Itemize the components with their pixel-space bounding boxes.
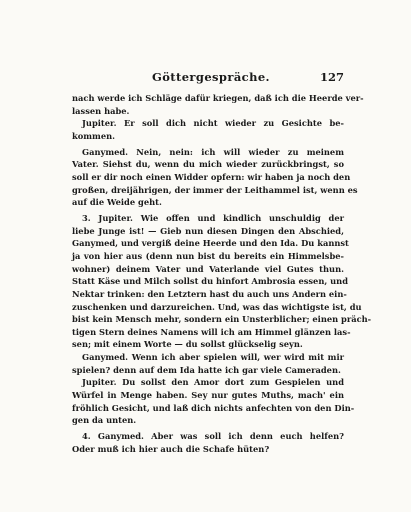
page-header	[72, 70, 344, 84]
text-line: Jupiter. Du sollst den Amor dort zum Gespielen und	[82, 377, 344, 388]
running-title: Göttergespräche.	[152, 70, 270, 84]
text-line: Vater. Siehst du, wenn du mich wieder zurückbringst, so	[72, 159, 344, 170]
text-line: spielen? denn auf dem Ida hatte ich gar viele Cameraden.	[72, 364, 341, 375]
text-line: Ganymed. Nein, nein: ich will wieder zu meinem	[82, 146, 344, 157]
text-line: Ganymed, und vergiß deine Heerde und den Ida. Du kannst	[72, 238, 349, 249]
text-line: sen; mit einem Worte — du sollst glückselig seyn.	[72, 339, 303, 350]
text-line: liebe Junge ist! — Gieb nun diesen Dingen den Abschied,	[72, 225, 344, 236]
text-line: Oder muß ich hier auch die Schafe hüten?	[72, 443, 270, 454]
text-line: nach werde ich Schläge dafür kriegen, daß ich die Heerde ver-	[72, 93, 364, 103]
text-line: tigen Stern deines Namens will ich am Himmel glänzen las-	[72, 326, 351, 337]
text-line: Ganymed. Wenn ich aber spielen will, wer wird mit mir	[82, 352, 344, 363]
text-line: auf die Weide geht.	[72, 197, 162, 208]
body-text	[72, 92, 372, 455]
text-line: Statt Käse und Milch sollst du hinfort Ambrosia essen, und	[72, 276, 349, 287]
text-line: wohner) deinem Vater und Vaterlande viel Gutes thun.	[72, 263, 344, 274]
text-line: 3. Jupiter. Wie offen und kindlich unschuldig der	[82, 212, 344, 223]
text-line: ja von hier aus (denn nun bist du bereits ein Himmelsbe-	[72, 250, 344, 261]
text-line: soll er dir noch einen Widder opfern: wir haben ja noch den	[72, 171, 351, 182]
text-line: bist kein Mensch mehr, sondern ein Unsterblicher; einen präch-	[72, 314, 372, 325]
text-line: großen, dreijährigen, der immer der Leithammel ist, wenn es	[72, 184, 358, 195]
page-number: 127	[319, 70, 344, 84]
text-line: zuschenken und darzureichen. Und, was das wichtigste ist, du	[72, 301, 362, 312]
text-line: fröhlich Gesicht, und laß dich nichts anfechten von den Din-	[72, 402, 355, 413]
text-line: Nektar trinken: den Letztern hast du auch uns Andern ein-	[72, 288, 347, 299]
text-line: 4. Ganymed. Aber was soll ich denn euch helfen?	[82, 431, 344, 442]
text-line: Jupiter. Er soll dich nicht wieder zu Gesichte be-	[82, 118, 344, 129]
text-line: lassen habe.	[72, 105, 130, 116]
text-line: kommen.	[72, 130, 116, 141]
text-line: gen da unten.	[72, 415, 137, 426]
text-line: Würfel in Menge haben. Sey nur gutes Muths, mach' ein	[72, 390, 344, 401]
